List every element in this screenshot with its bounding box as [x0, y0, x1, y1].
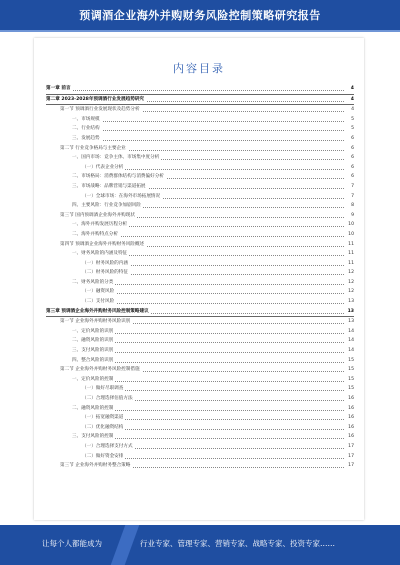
- toc-entry-page: 12: [346, 287, 354, 297]
- toc-entry-page: 5: [349, 124, 354, 134]
- toc-entry-page: 7: [349, 192, 354, 202]
- toc-entry-page: 10: [346, 220, 354, 230]
- toc-entry-label: 第二节 企业海外并购财务风险控制措施: [60, 365, 142, 375]
- toc-entry-label: 二、融资风险的控制: [72, 404, 115, 414]
- footer-services: 行业专家、管理专家、营销专家、战略专家、投资专家……: [140, 539, 335, 548]
- toc-entry-page: 4: [349, 105, 354, 115]
- toc-entry-page: 8: [349, 201, 354, 211]
- toc-entry-page: 4: [349, 95, 354, 105]
- toc-leader-dots: [82, 293, 344, 294]
- toc-entry-page: 11: [346, 240, 354, 250]
- toc-entry-page: 6: [349, 153, 354, 163]
- toc-entry-label: （一）财务风险的内涵: [82, 259, 130, 269]
- toc-leader-dots: [72, 121, 344, 122]
- toc-entry-page: 7: [349, 182, 354, 192]
- toc-entry[interactable]: [46, 124, 354, 134]
- toc-entry-label: 二、行业结构: [72, 124, 102, 134]
- toc-entry-page: 16: [346, 404, 354, 414]
- toc-entry-label: 第三节 国内预调酒企业海外并购现状: [60, 211, 137, 221]
- toc-title: 内容目录: [173, 62, 225, 75]
- document-page: [34, 38, 364, 520]
- toc-entry-page: 15: [346, 375, 354, 385]
- toc-entry-label: 三、支付风险的控制: [72, 432, 115, 442]
- toc-entry-page: 16: [346, 423, 354, 433]
- toc-entry[interactable]: [46, 297, 354, 307]
- toc-entry-page: 14: [346, 327, 354, 337]
- toc-entry-label: （一）全球市场：在海外市场拓展情况: [82, 192, 162, 202]
- toc-entry-label: 三、市场战略：品牌营销与渠道拓展: [72, 182, 148, 192]
- toc-entry[interactable]: [46, 268, 354, 278]
- toc-entry[interactable]: [46, 346, 354, 356]
- toc-entry-page: 5: [349, 115, 354, 125]
- toc-entry-page: 13: [346, 317, 354, 327]
- toc-entry-label: （一）做好尽职调查: [82, 384, 125, 394]
- toc-entry-page: 16: [346, 413, 354, 423]
- toc-entry-label: 第一节 预调酒行业发展现状及趋势分析: [60, 105, 142, 115]
- banner-divider: [0, 30, 400, 32]
- toc-entry[interactable]: [46, 95, 354, 106]
- toc-entry-label: 第三章 预调酒企业海外并购财务风险控制策略建议: [46, 307, 151, 317]
- toc-entry-page: 12: [346, 268, 354, 278]
- toc-entry[interactable]: [46, 240, 354, 250]
- toc-entry[interactable]: [46, 220, 354, 230]
- toc-leader-dots: [72, 130, 344, 131]
- toc-entry-label: 二、市场格局：消费群体结构与消费偏好分析: [72, 172, 166, 182]
- toc-entry-page: 17: [346, 461, 354, 471]
- toc-entry[interactable]: [46, 365, 354, 375]
- toc-entry-label: 一、海外并购发展历程分析: [72, 220, 129, 230]
- toc-entry-page: 4: [349, 84, 354, 94]
- toc-entry[interactable]: [46, 423, 354, 433]
- footer-divider-shape: [111, 525, 140, 565]
- toc-entry[interactable]: [46, 192, 354, 202]
- toc-entry-label: （二）合理选择估值方法: [82, 394, 135, 404]
- toc-entry-label: （一）融资风险: [82, 287, 116, 297]
- toc-entry-page: 15: [346, 356, 354, 366]
- toc-entry-page: 14: [346, 336, 354, 346]
- toc-entry-label: 第一节 企业海外并购财务风险识别: [60, 317, 132, 327]
- toc-entry-label: （二）支付风险: [82, 297, 116, 307]
- toc-entry-page: 15: [346, 384, 354, 394]
- toc-entry[interactable]: [46, 327, 354, 337]
- toc-entry-label: （二）财务风险的特征: [82, 268, 130, 278]
- toc-entry-label: （一）代表企业分析: [82, 163, 125, 173]
- toc-entry-page: 12: [346, 278, 354, 288]
- toc-entry[interactable]: [46, 442, 354, 452]
- toc-entry[interactable]: [46, 163, 354, 173]
- toc-entry-label: 一、财务风险的内涵及特征: [72, 249, 129, 259]
- toc-entry[interactable]: [46, 317, 354, 327]
- toc-entry[interactable]: [46, 356, 354, 366]
- toc-leader-dots: [46, 90, 344, 91]
- toc-entry[interactable]: [46, 461, 354, 471]
- toc-entry-page: 13: [346, 297, 354, 307]
- toc-entry-page: 6: [349, 172, 354, 182]
- toc-entry[interactable]: [46, 404, 354, 414]
- toc-entry[interactable]: [46, 153, 354, 163]
- toc-entry-label: 一、国内市场：竞争主体、市场集中度分析: [72, 153, 161, 163]
- toc-entry-page: 11: [346, 249, 354, 259]
- toc-entry[interactable]: [46, 144, 354, 154]
- toc-leader-dots: [82, 303, 344, 304]
- toc-entry-page: 11: [346, 259, 354, 269]
- toc-entry-page: 17: [346, 452, 354, 462]
- toc-entry[interactable]: [46, 182, 354, 192]
- toc-entry[interactable]: [46, 115, 354, 125]
- toc-leader-dots: [72, 140, 344, 141]
- toc-entry[interactable]: [46, 201, 354, 211]
- toc-entry-page: 6: [349, 144, 354, 154]
- toc-entry[interactable]: [46, 105, 354, 115]
- toc-entry-label: 四、主要风险：行业竞争加剧风险: [72, 201, 143, 211]
- footer-slogan: 让每个人都能成为: [42, 539, 102, 548]
- banner-title: 预调酒企业海外并购财务风险控制策略研究报告: [79, 9, 321, 22]
- toc-entry-label: 二、海外并购特点分析: [72, 230, 120, 240]
- toc-entry-label: 第二节 行业竞争格局与主要企业: [60, 144, 128, 154]
- toc-entry-label: （二）优化融资结构: [82, 423, 125, 433]
- toc-entry-label: （二）做好资金安排: [82, 452, 125, 462]
- toc-entry-label: 二、融资风险的识别: [72, 336, 115, 346]
- toc-entry-label: 一、定价风险的控制: [72, 375, 115, 385]
- toc-entry-label: 四、整合风险的识别: [72, 356, 115, 366]
- toc-entry[interactable]: [46, 211, 354, 221]
- toc-entry-page: 16: [346, 432, 354, 442]
- toc-entry-label: 一、定价风险的识别: [72, 327, 115, 337]
- toc-entry[interactable]: [46, 134, 354, 144]
- toc-entry[interactable]: [46, 307, 354, 318]
- toc-entry-label: 一、市场规模: [72, 115, 102, 125]
- toc-entry[interactable]: [46, 452, 354, 462]
- toc-entry[interactable]: [46, 278, 354, 288]
- toc-entry[interactable]: [46, 375, 354, 385]
- toc-entry[interactable]: [46, 336, 354, 346]
- toc-entry[interactable]: [46, 230, 354, 240]
- table-of-contents: [46, 84, 354, 471]
- toc-entry-label: （一）合理选择支付方式: [82, 442, 135, 452]
- toc-entry-label: 第三节 企业海外并购财务整合策略: [60, 461, 132, 471]
- toc-entry-label: 三、发展趋势: [72, 134, 102, 144]
- toc-entry-page: 17: [346, 442, 354, 452]
- toc-entry[interactable]: [46, 394, 354, 404]
- toc-entry-page: 13: [346, 307, 354, 317]
- toc-entry-label: 第一章 前言: [46, 84, 73, 94]
- toc-entry-page: 10: [346, 230, 354, 240]
- header-banner: [0, 0, 400, 30]
- toc-entry-label: 二、财务风险的分类: [72, 278, 115, 288]
- toc-entry-label: 三、支付风险的识别: [72, 346, 115, 356]
- toc-entry[interactable]: [46, 384, 354, 394]
- toc-entry-page: 9: [349, 211, 354, 221]
- toc-entry[interactable]: [46, 413, 354, 423]
- toc-entry-page: 6: [349, 163, 354, 173]
- toc-entry-label: （一）拓宽融资渠道: [82, 413, 125, 423]
- toc-entry-page: 14: [346, 346, 354, 356]
- toc-entry[interactable]: [46, 259, 354, 269]
- footer-banner: [0, 525, 400, 565]
- toc-entry[interactable]: [46, 249, 354, 259]
- toc-entry-page: 15: [346, 365, 354, 375]
- toc-entry[interactable]: [46, 432, 354, 442]
- toc-entry-label: 第二章 2023-2028年预调酒行业发展趋势研究: [46, 95, 146, 105]
- toc-entry[interactable]: [46, 84, 354, 95]
- toc-entry-page: 6: [349, 134, 354, 144]
- toc-entry-label: 第四节 预调酒企业海外并购财务风险概述: [60, 240, 146, 250]
- toc-entry[interactable]: [46, 287, 354, 297]
- toc-entry[interactable]: [46, 172, 354, 182]
- toc-entry-page: 16: [346, 394, 354, 404]
